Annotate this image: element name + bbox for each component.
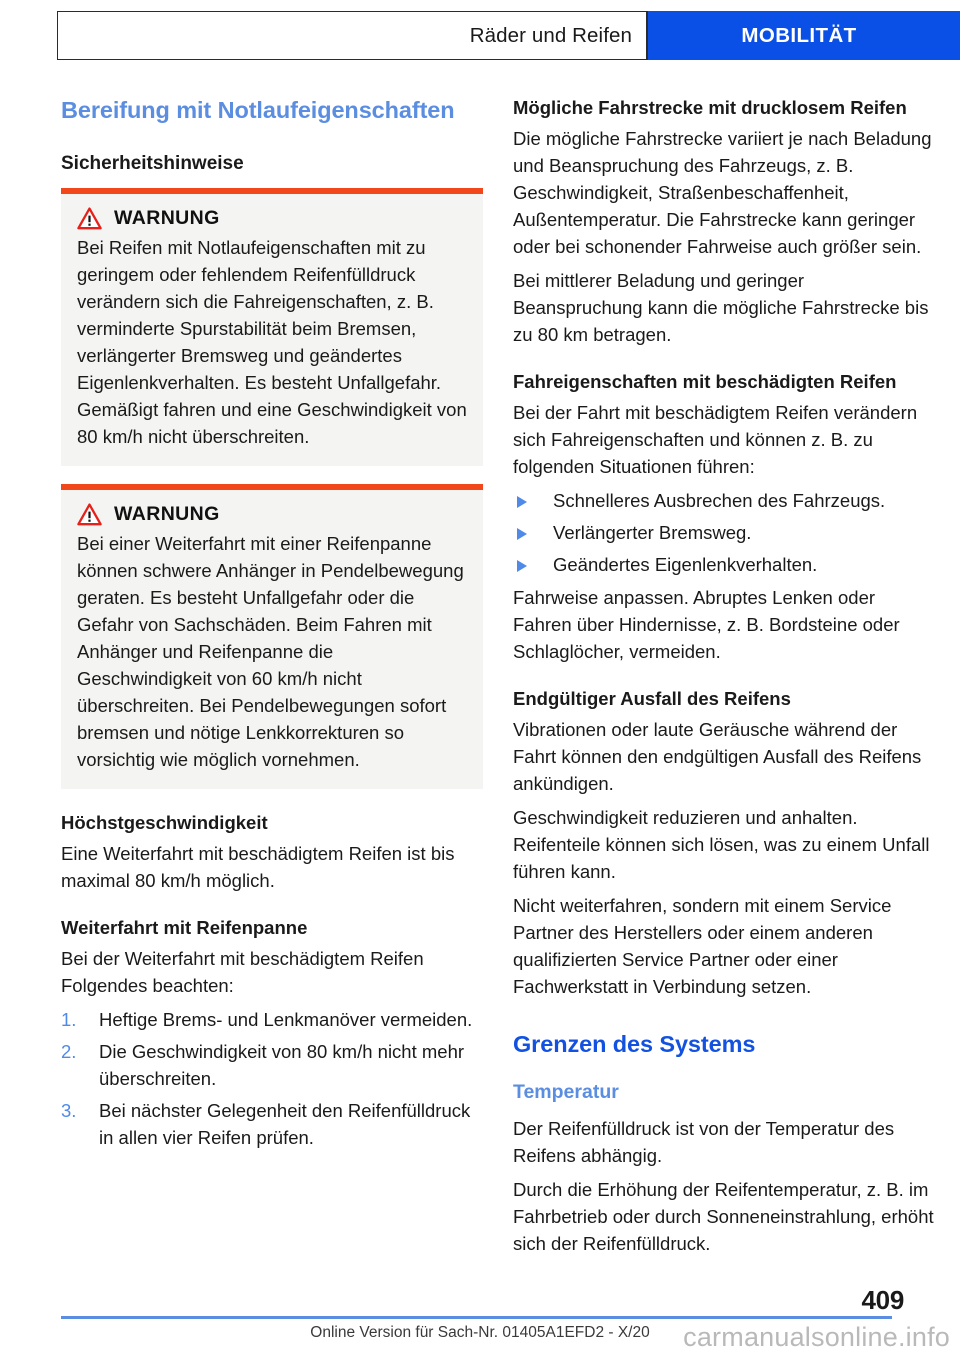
list-item-text: Bei nächster Gelegenheit den Reifenfülldruck in allen vier Reifen prüfen. [99, 1100, 471, 1149]
warning-header [77, 207, 467, 230]
breadcrumb [57, 11, 648, 60]
heading-continue-driving: Weiterfahrt mit Reifenpanne [61, 916, 308, 938]
breadcrumb-label: Räder und Reifen [469, 23, 632, 47]
watermark: carmanualsonline.info [683, 1322, 950, 1352]
paragraph-range-2: Bei mittlerer Beladung und geringer Beanspruchung kann die mögliche Fahrstrecke bis zu 80 km betragen. [513, 270, 929, 346]
section-title-system-limits: Grenzen des Systems [513, 1031, 756, 1058]
footer-note: Online Version für Sach-Nr. 01405A1EFD2 - X/20 [310, 1324, 650, 1341]
numbered-steps-list [61, 1006, 485, 1151]
triangle-bullet-icon [517, 560, 527, 572]
paragraph-range-1: Die mögliche Fahrstrecke variiert je nach Beladung und Beanspruchung des Fahrzeugs, z. B. Geschwindigkeit, Straßenbeschaffenheit, Außentemperatur. Die Fahrstrecke kann geringer oder bei schonender Fahrweise auch größer sein. [513, 128, 932, 258]
warning-box [61, 188, 483, 466]
page-header [57, 11, 960, 60]
warning-label: WARNUNG [114, 206, 220, 229]
paragraph-continue-driving: Bei der Weiterfahrt mit beschädigtem Reifen Folgendes beachten: [61, 948, 424, 997]
chapter-label: MOBILITÄT [741, 23, 857, 47]
paragraph-temperature-2: Durch die Erhöhung der Reifentemperatur, z. B. im Fahrbetrieb oder durch Sonneneinstrahlung, erhöht sich der Reifenfülldruck. [513, 1178, 934, 1254]
list-item [61, 1097, 485, 1151]
paragraph-temperature-1: Der Reifenfülldruck ist von der Temperatur des Reifens abhängig. [513, 1117, 895, 1166]
list-item-text: Die Geschwindigkeit von 80 km/h nicht mehr überschreiten. [99, 1041, 465, 1090]
list-item-text: Geändertes Eigenlenkverhalten. [553, 554, 818, 576]
page-number: 409 [861, 1285, 904, 1315]
heading-final-failure: Endgültiger Ausfall des Reifens [513, 688, 791, 710]
heading-max-speed: Höchstgeschwindigkeit [61, 811, 268, 833]
warning-box [61, 484, 483, 789]
paragraph-failure-1: Vibrationen oder laute Geräusche während der Fahrt können den endgültigen Ausfall des Reifens ankündigen. [513, 719, 922, 795]
paragraph-handling-after: Fahrweise anpassen. Abruptes Lenken oder Fahren über Hindernisse, z. B. Bordsteine oder Schlaglöcher, vermeiden. [513, 587, 900, 663]
right-column [513, 96, 937, 1264]
warning-triangle-icon [77, 207, 102, 230]
left-column [61, 96, 485, 1264]
list-item-text: Heftige Brems- und Lenkmanöver vermeiden. [99, 1009, 473, 1031]
footer-divider [61, 1316, 892, 1319]
warning-label: WARNUNG [114, 502, 220, 525]
list-item-text: Verlängerter Bremsweg. [553, 522, 752, 544]
list-item [61, 1038, 485, 1092]
chapter-tab [648, 11, 960, 60]
paragraph-handling: Bei der Fahrt mit beschädigtem Reifen verändern sich Fahreigenschaften und können z. B. zu folgenden Situationen führen: [513, 402, 918, 478]
page-title: Bereifung mit Notlaufeigenschaften [61, 97, 455, 123]
warning-triangle-icon [77, 503, 102, 526]
list-item-text: Schnelleres Ausbrechen des Fahrzeugs. [553, 490, 886, 512]
warning-text: Bei Reifen mit Notlaufeigenschaften mit zu geringem oder fehlendem Reifenfülldruck verändern sich die Fahreigenschaften, z. B. verminderte Spurstabilität beim Bremsen, verlängerter Bremsweg und geändertes Eigenlenkverhalten. Es besteht Unfallgefahr. Gemäßigt fahren und eine Geschwindigkeit von 80 km/h nicht überschreiten. [77, 236, 467, 447]
heading-possible-range: Mögliche Fahrstrecke mit drucklosem Reifen [513, 97, 907, 118]
list-item [61, 1006, 485, 1033]
paragraph-max-speed: Eine Weiterfahrt mit beschädigtem Reifen ist bis maximal 80 km/h möglich. [61, 842, 455, 891]
list-item [513, 519, 937, 546]
warning-text: Bei einer Weiterfahrt mit einer Reifenpanne können schwere Anhänger in Pendelbewegung geraten. Es besteht Unfallgefahr oder die Gefahr von Sachschäden. Beim Fahren mit Anhänger und Reifenpanne die Geschwindigkeit von 60 km/h nicht überschreiten. Bei Pendelbewegungen sofort bremsen und nötige Lenkkorrekturen so vorsichtig wie möglich vornehmen. [77, 532, 464, 770]
heading-temperature: Temperatur [513, 1081, 619, 1104]
paragraph-failure-2: Geschwindigkeit reduzieren und anhalten. Reifenteile können sich lösen, was zu einem Unfall führen kann. [513, 807, 930, 883]
warning-header [77, 503, 467, 526]
heading-handling-damaged: Fahreigenschaften mit beschädigten Reifen [513, 371, 897, 393]
list-item [513, 551, 937, 578]
content-columns [0, 96, 960, 1264]
section-heading-safety: Sicherheitshinweise [61, 153, 244, 175]
triangle-bullet-icon [517, 528, 527, 540]
paragraph-failure-3: Nicht weiterfahren, sondern mit einem Service Partner des Herstellers oder einem anderen qualifizierten Service Partner oder einer Fachwerkstatt in Verbindung setzen. [513, 895, 892, 998]
page-footer [0, 1284, 960, 1362]
triangle-bullet-icon [517, 496, 527, 508]
list-item [513, 487, 937, 514]
handling-bullet-list [513, 487, 937, 578]
